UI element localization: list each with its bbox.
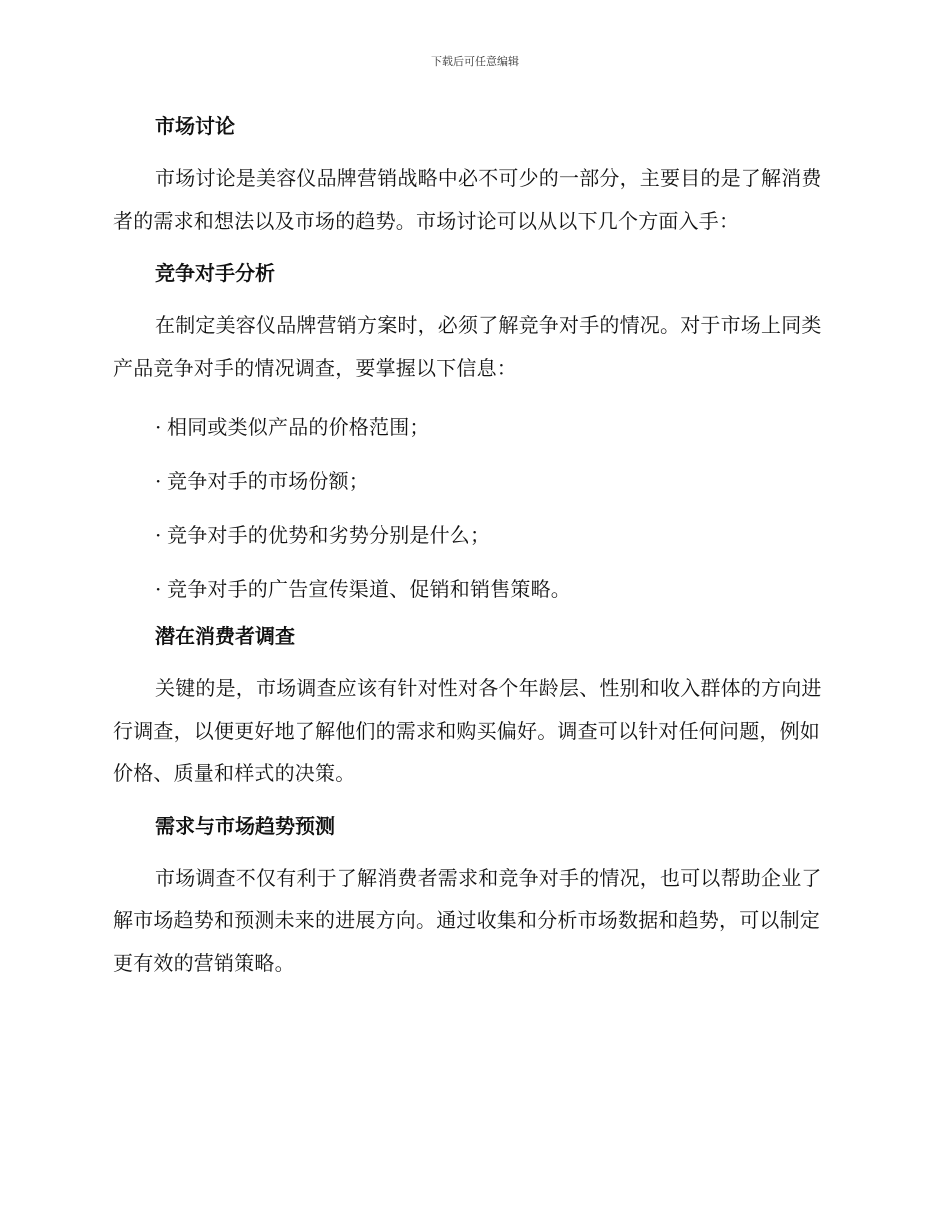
list-item — [113, 400, 833, 454]
list-item — [113, 508, 833, 562]
paragraph-competitor-analysis: 在制定美容仪品牌营销方案时，必须了解竞争对手的情况。对于市场上同类产品竞争对手的情况调查，要掌握以下信息： — [113, 313, 822, 380]
list-item-text: 竞争对手的优势和劣势分别是什么； — [167, 523, 491, 547]
list-item — [113, 454, 833, 508]
section-heading-market-discussion: 市场讨论 — [155, 114, 235, 138]
bullet-icon: · — [155, 523, 162, 547]
bullet-icon: · — [155, 469, 162, 493]
paragraph-market-discussion: 市场讨论是美容仪品牌营销战略中必不可少的一部分，主要目的是了解消费者的需求和想法以及市场的趋势。市场讨论可以从以下几个方面入手： — [113, 166, 822, 233]
section-heading-demand-forecast: 需求与市场趋势预测 — [155, 813, 335, 838]
bullet-icon: · — [155, 577, 162, 601]
document-body — [113, 106, 833, 995]
list-item — [113, 562, 833, 616]
bullet-icon: · — [155, 415, 162, 439]
page-header: 下载后可任意编辑 — [431, 55, 519, 68]
list-item-text: 竞争对手的广告宣传渠道、促销和销售策略。 — [167, 577, 571, 601]
competitor-info-list — [113, 400, 833, 616]
paragraph-consumer-survey: 关键的是，市场调查应该有针对性对各个年龄层、性别和收入群体的方向进行调查，以便更好地了解他们的需求和购买偏好。调查可以针对任何问题，例如价格、质量和样式的决策。 — [113, 676, 822, 785]
section-heading-consumer-survey: 潜在消费者调查 — [155, 624, 295, 648]
section-heading-competitor-analysis: 竞争对手分析 — [155, 261, 275, 285]
paragraph-demand-forecast: 市场调查不仅有利于了解消费者需求和竞争对手的情况，也可以帮助企业了解市场趋势和预测未来的进展方向。通过收集和分析市场数据和趋势，可以制定更有效的营销策略。 — [113, 865, 822, 975]
list-item-text: 相同或类似产品的价格范围； — [167, 415, 430, 439]
list-item-text: 竞争对手的市场份额； — [167, 469, 369, 493]
